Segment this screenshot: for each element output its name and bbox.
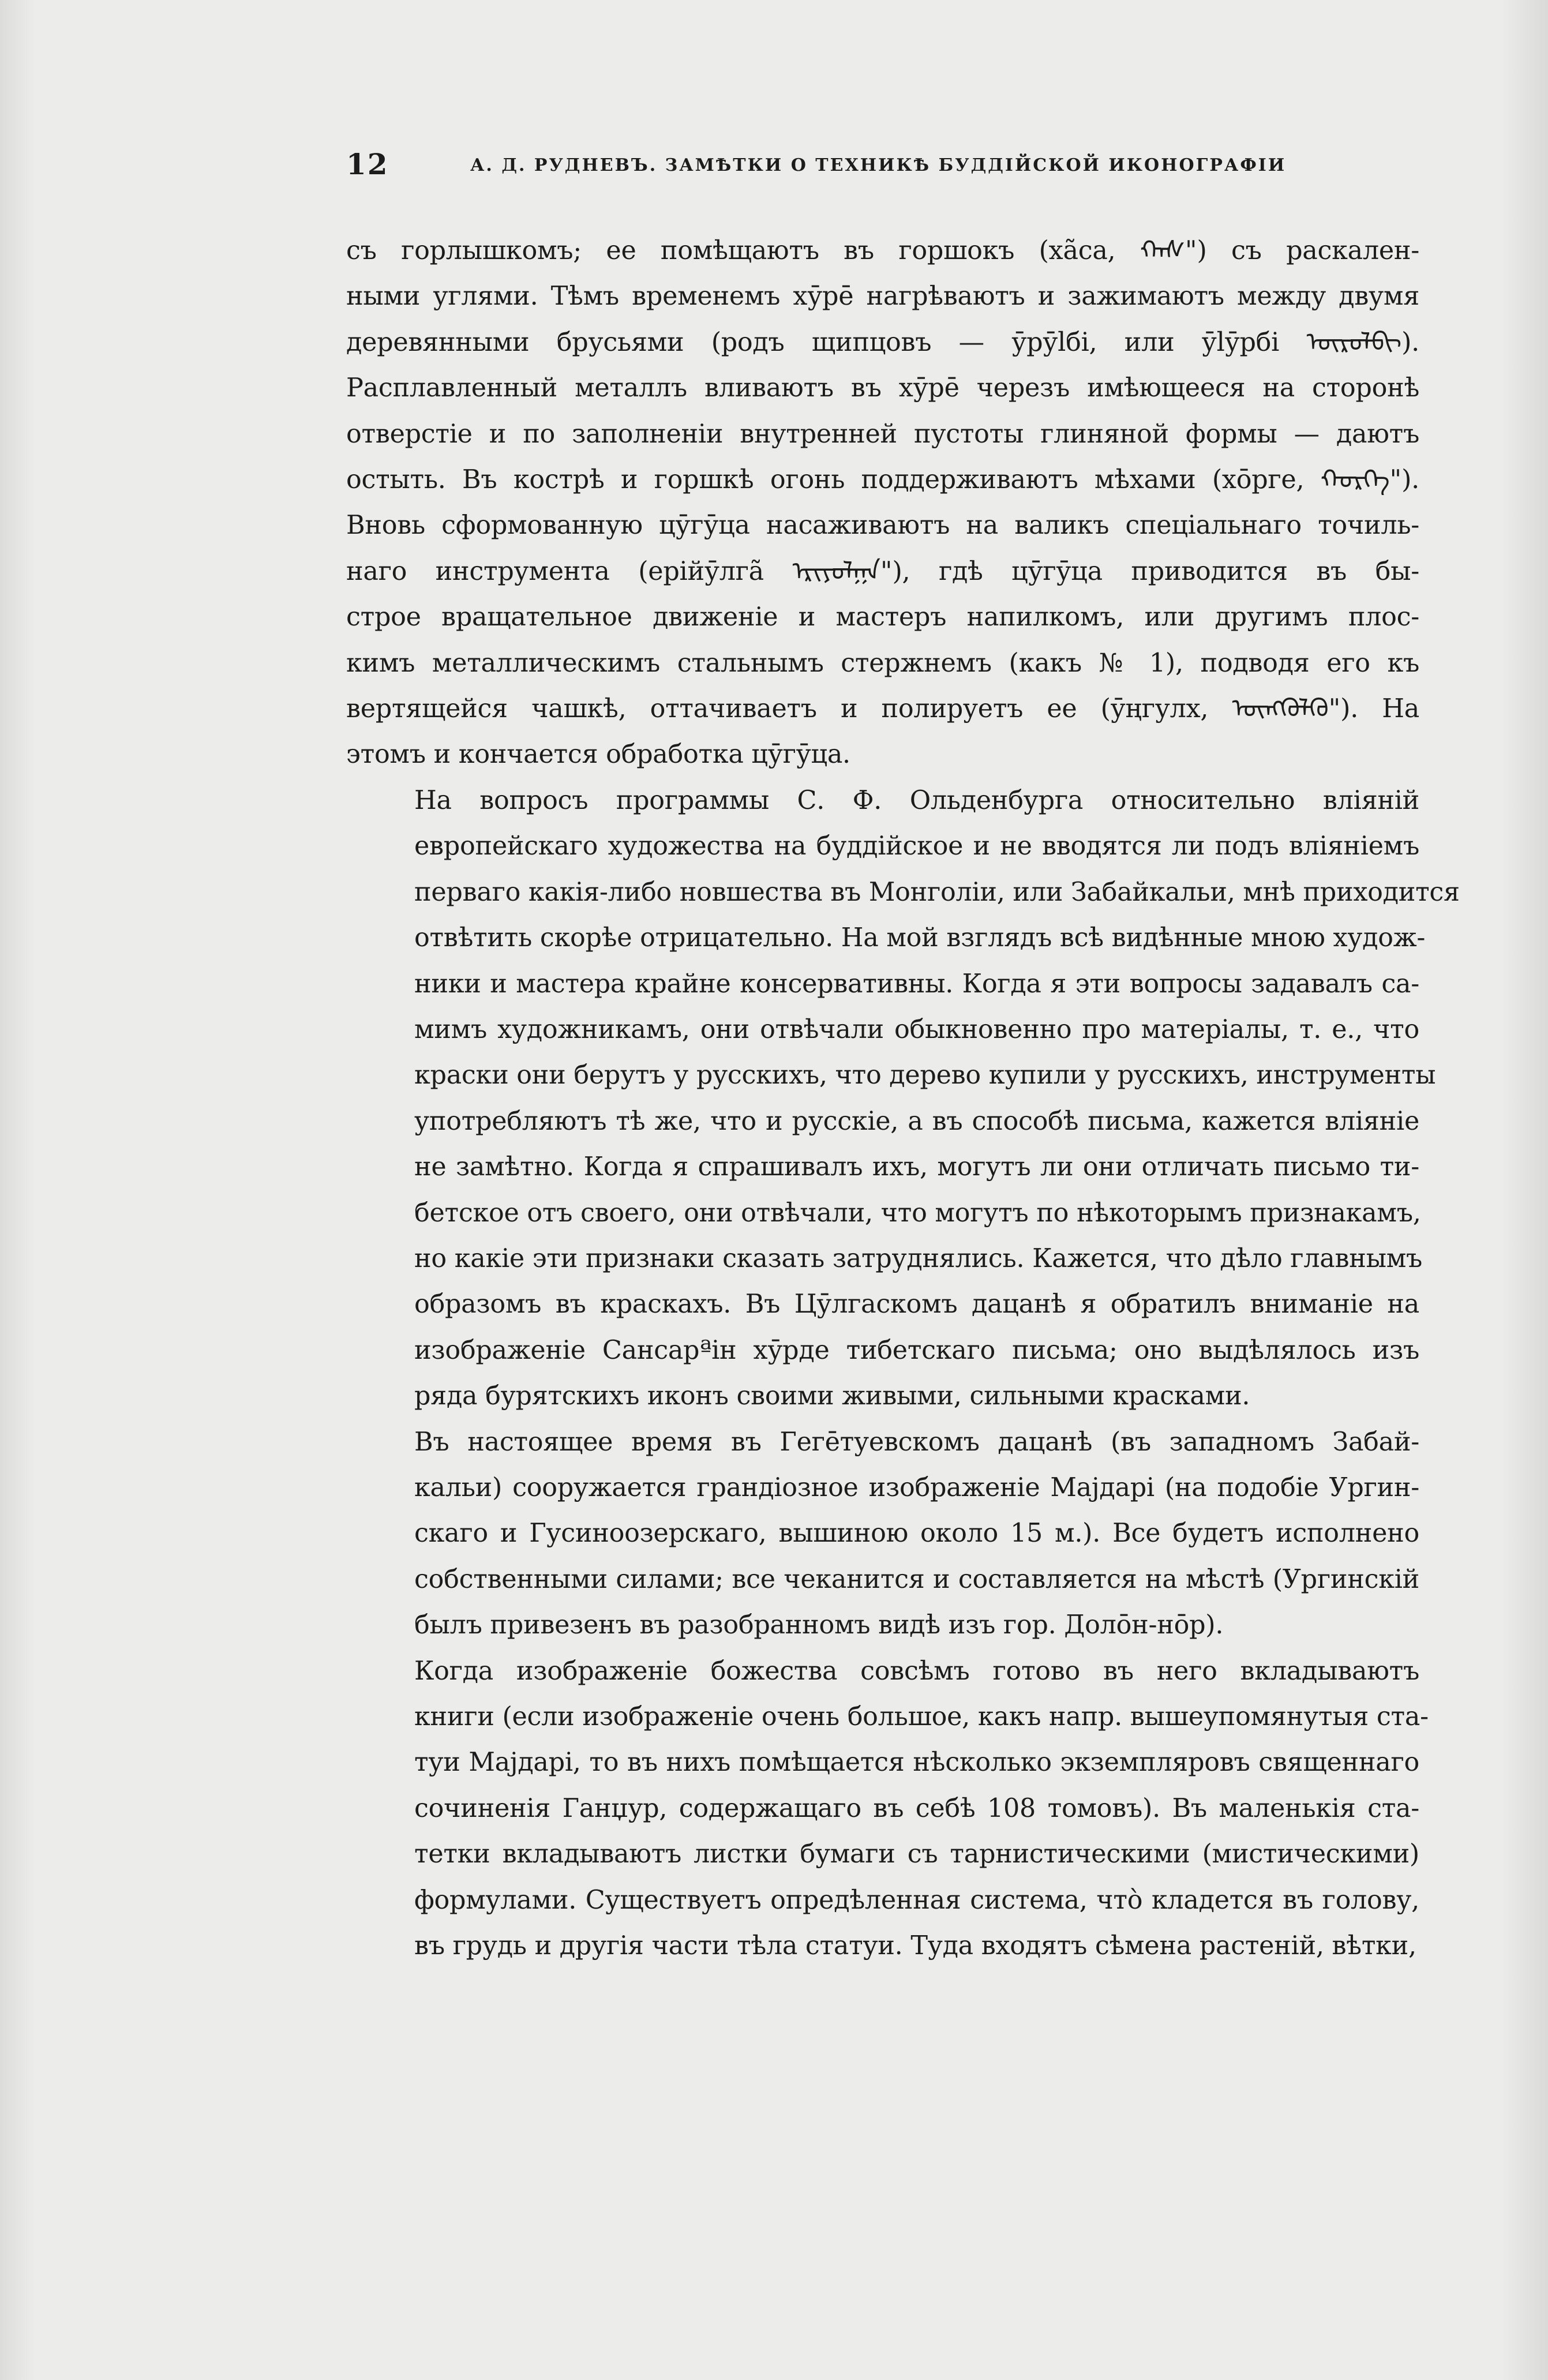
text-line: Когда изображеніе божества совсѣмъ готово въ него вкладываютъ	[414, 1656, 1419, 1686]
text-line: изображеніе Сансарªін хӯрде тибетскаго письма; оно выдѣлялось изъ	[414, 1335, 1419, 1365]
text-line: Въ настоящее время въ Гегēтуевскомъ дацанѣ (въ западномъ Забай-	[414, 1427, 1419, 1457]
text-line: ряда бурятскихъ иконъ своими живыми, сильными красками.	[414, 1381, 1250, 1411]
text-line: строе вращательное движеніе и мастеръ напилкомъ, или другимъ плос-	[346, 602, 1419, 632]
book-page	[346, 147, 1460, 1969]
text-line: отвѣтить скорѣе отрицательно. На мой взглядъ всѣ видѣнные мною худож-	[414, 923, 1426, 953]
text-line: европейскаго художества на буддійское и не вводятся ли подъ вліяніемъ	[414, 831, 1419, 861]
text-line: въ грудь и другія части тѣла статуи. Туда входятъ сѣмена растеній, вѣтки,	[414, 1931, 1416, 1961]
page-number: 12	[346, 147, 389, 181]
text-line: мимъ художникамъ, они отвѣчали обыкновенно про матеріалы, т. е., что	[414, 1014, 1419, 1044]
text-line: краски они берутъ у русскихъ, что дерево купили у русскихъ, инструменты	[414, 1060, 1436, 1090]
paragraph	[346, 1419, 1419, 1648]
body-text	[346, 228, 1460, 1969]
page-header	[346, 147, 1419, 193]
text-line: остыть. Въ кострѣ и горшкѣ огонь поддерживаютъ мѣхами (хōрге, ᠬᠣᠷᠭᠡ").	[346, 465, 1419, 495]
text-line: формулами. Существуетъ опредѣленная система, что̀ кладется въ голову,	[414, 1885, 1419, 1915]
text-line: но какіе эти признаки сказать затруднялись. Кажется, что дѣло главнымъ	[414, 1243, 1423, 1273]
text-line: перваго какія-либо новшества въ Монголіи, или Забайкальи, мнѣ приходится	[414, 877, 1460, 907]
text-line: наго инструмента (ерійӯлга̃ ᠡᠷᠢᠶᠦᠯᠭᠠ"), гдѣ цӯгӯца приводится въ бы-	[346, 556, 1419, 586]
paragraph	[346, 778, 1460, 1419]
text-line: ными углями. Тѣмъ временемъ хӯрē нагрѣваютъ и зажимаютъ между двумя	[346, 282, 1419, 312]
text-line: употребляютъ тѣ же, что и русскіе, а въ способѣ письма, кажется вліяніе	[414, 1106, 1419, 1136]
text-line: кимъ металлическимъ стальнымъ стержнемъ (какъ № 1), подводя его къ	[346, 648, 1419, 678]
text-line: туи Маjдарі, то въ нихъ помѣщается нѣсколько экземпляровъ священнаго	[414, 1748, 1419, 1778]
text-line: образомъ въ краскахъ. Въ Цӯлгаскомъ дацанѣ я обратилъ вниманіе на	[414, 1290, 1419, 1320]
text-line: не замѣтно. Когда я спрашивалъ ихъ, могутъ ли они отличать письмо ти-	[414, 1152, 1419, 1182]
text-line: Вновь сформованную цӯгӯца насаживаютъ на валикъ спеціальнаго точиль-	[346, 511, 1419, 541]
text-line: собственными силами; все чеканится и составляется на мѣстѣ (Ургинскій	[414, 1564, 1419, 1594]
text-line: тетки вкладываютъ листки бумаги съ тарнистическими (мистическими)	[414, 1839, 1419, 1869]
text-line: скаго и Гусиноозерскаго, вышиною около 15 м.). Все будетъ исполнено	[414, 1519, 1419, 1549]
text-line: вертящейся чашкѣ, оттачиваетъ и полируетъ ее (ӯңгулх, ᠦᠩᠭᠦᠯᠬᠦ"). На	[346, 694, 1419, 724]
text-line: бетское отъ своего, они отвѣчали, что могутъ по нѣкоторымъ признакамъ,	[414, 1198, 1421, 1228]
running-head: А. Д. РУДНЕВЪ. ЗАМѢТКИ О ТЕХНИКѢ БУДДІЙСКОЙ ИКОНОГРАФІИ	[470, 155, 1287, 175]
paragraph	[346, 228, 1419, 778]
text-line: ники и мастера крайне консервативны. Когда я эти вопросы задавалъ са-	[414, 969, 1419, 999]
text-line: былъ привезенъ въ разобранномъ видѣ изъ гор. Долōн-нōр).	[414, 1610, 1224, 1640]
text-line: книги (если изображеніе очень большое, какъ напр. вышеупомянутыя ста-	[414, 1702, 1429, 1731]
text-line: сочиненія Ганџур, содержащаго въ себѣ 108 томовъ). Въ маленькія ста-	[414, 1793, 1419, 1823]
paragraph	[346, 1648, 1429, 1969]
text-line: Расплавленный металлъ вливаютъ въ хӯрē черезъ имѣющееся на сторонѣ	[346, 373, 1419, 403]
text-line: отверстіе и по заполненіи внутренней пустоты глиняной формы — даютъ	[346, 419, 1419, 449]
text-line: этомъ и кончается обработка цӯгӯца.	[346, 740, 850, 770]
text-line: съ горлышкомъ; ее помѣщаютъ въ горшокъ (ха̃са, ᠬᠠᠰ") съ раскален-	[346, 236, 1419, 265]
text-line: На вопросъ программы С. Ф. Ольденбурга относительно вліяній	[414, 785, 1419, 815]
text-line: деревянными брусьями (родъ щипцовъ — ӯрӯlбі, или ӯlӯрбі ᠥᠷᠦᠯᠪᠢ).	[346, 327, 1419, 357]
text-line: кальи) сооружается грандіозное изображеніе Маjдарі (на подобіе Ургин-	[414, 1472, 1419, 1502]
